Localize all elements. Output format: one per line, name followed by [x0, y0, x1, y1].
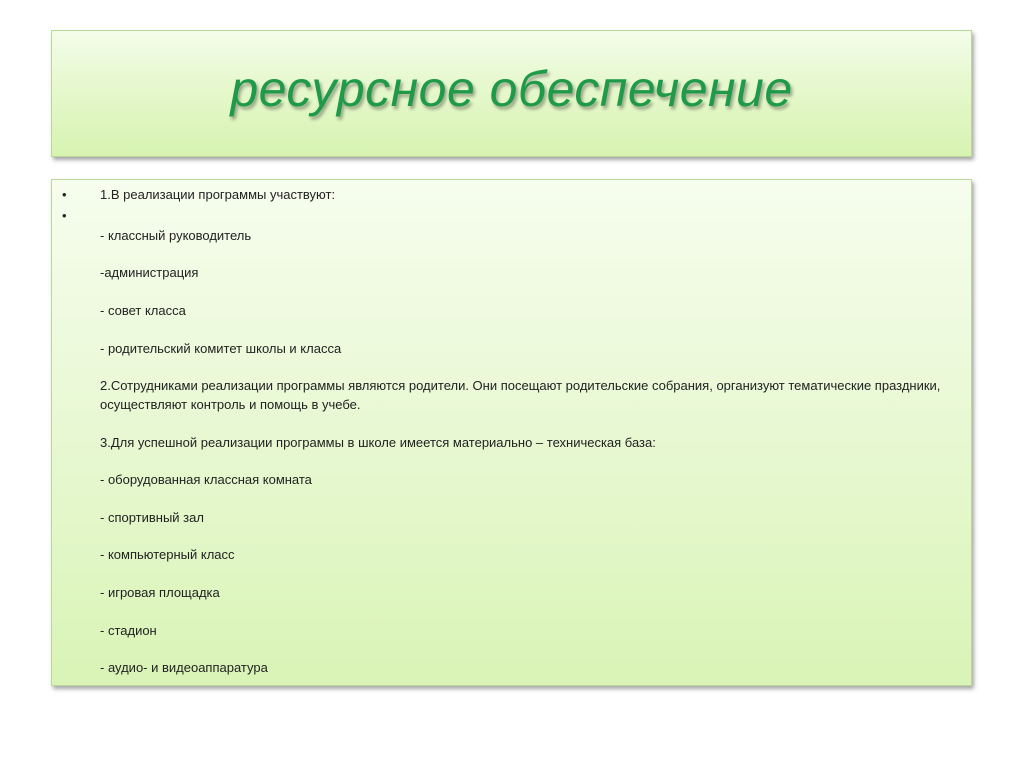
list-item: - стадион — [100, 623, 157, 638]
list-item: -администрация — [100, 265, 199, 280]
list-item: - аудио- и видеоаппаратура — [100, 660, 268, 675]
list-item: - классный руководитель — [100, 228, 252, 243]
slide-title: ресурсное обеспечение — [230, 60, 793, 117]
parents-paragraph: 2.Сотрудниками реализации программы являются родители. Они посещают родительские собрания, организуют тематические праздники, осуществляют контроль и помощь в учебе. — [100, 378, 941, 412]
list-item: - игровая площадка — [100, 585, 220, 600]
list-item: - совет класса — [100, 303, 186, 318]
content-box — [51, 179, 972, 686]
list-item: - спортивный зал — [100, 510, 204, 525]
base-heading: 3.Для успешной реализации программы в школе имеется материально – техническая база: — [100, 435, 656, 450]
list-item: - оборудованная классная комната — [100, 472, 312, 487]
participants-heading: 1.В реализации программы участвуют: — [100, 187, 336, 202]
title-box — [51, 30, 972, 157]
list-item: - родительский комитет школы и класса — [100, 341, 342, 356]
bullet-marker-2: • — [62, 208, 67, 223]
list-item: - компьютерный класс — [100, 547, 235, 562]
bullet-marker-1: • — [62, 187, 67, 202]
